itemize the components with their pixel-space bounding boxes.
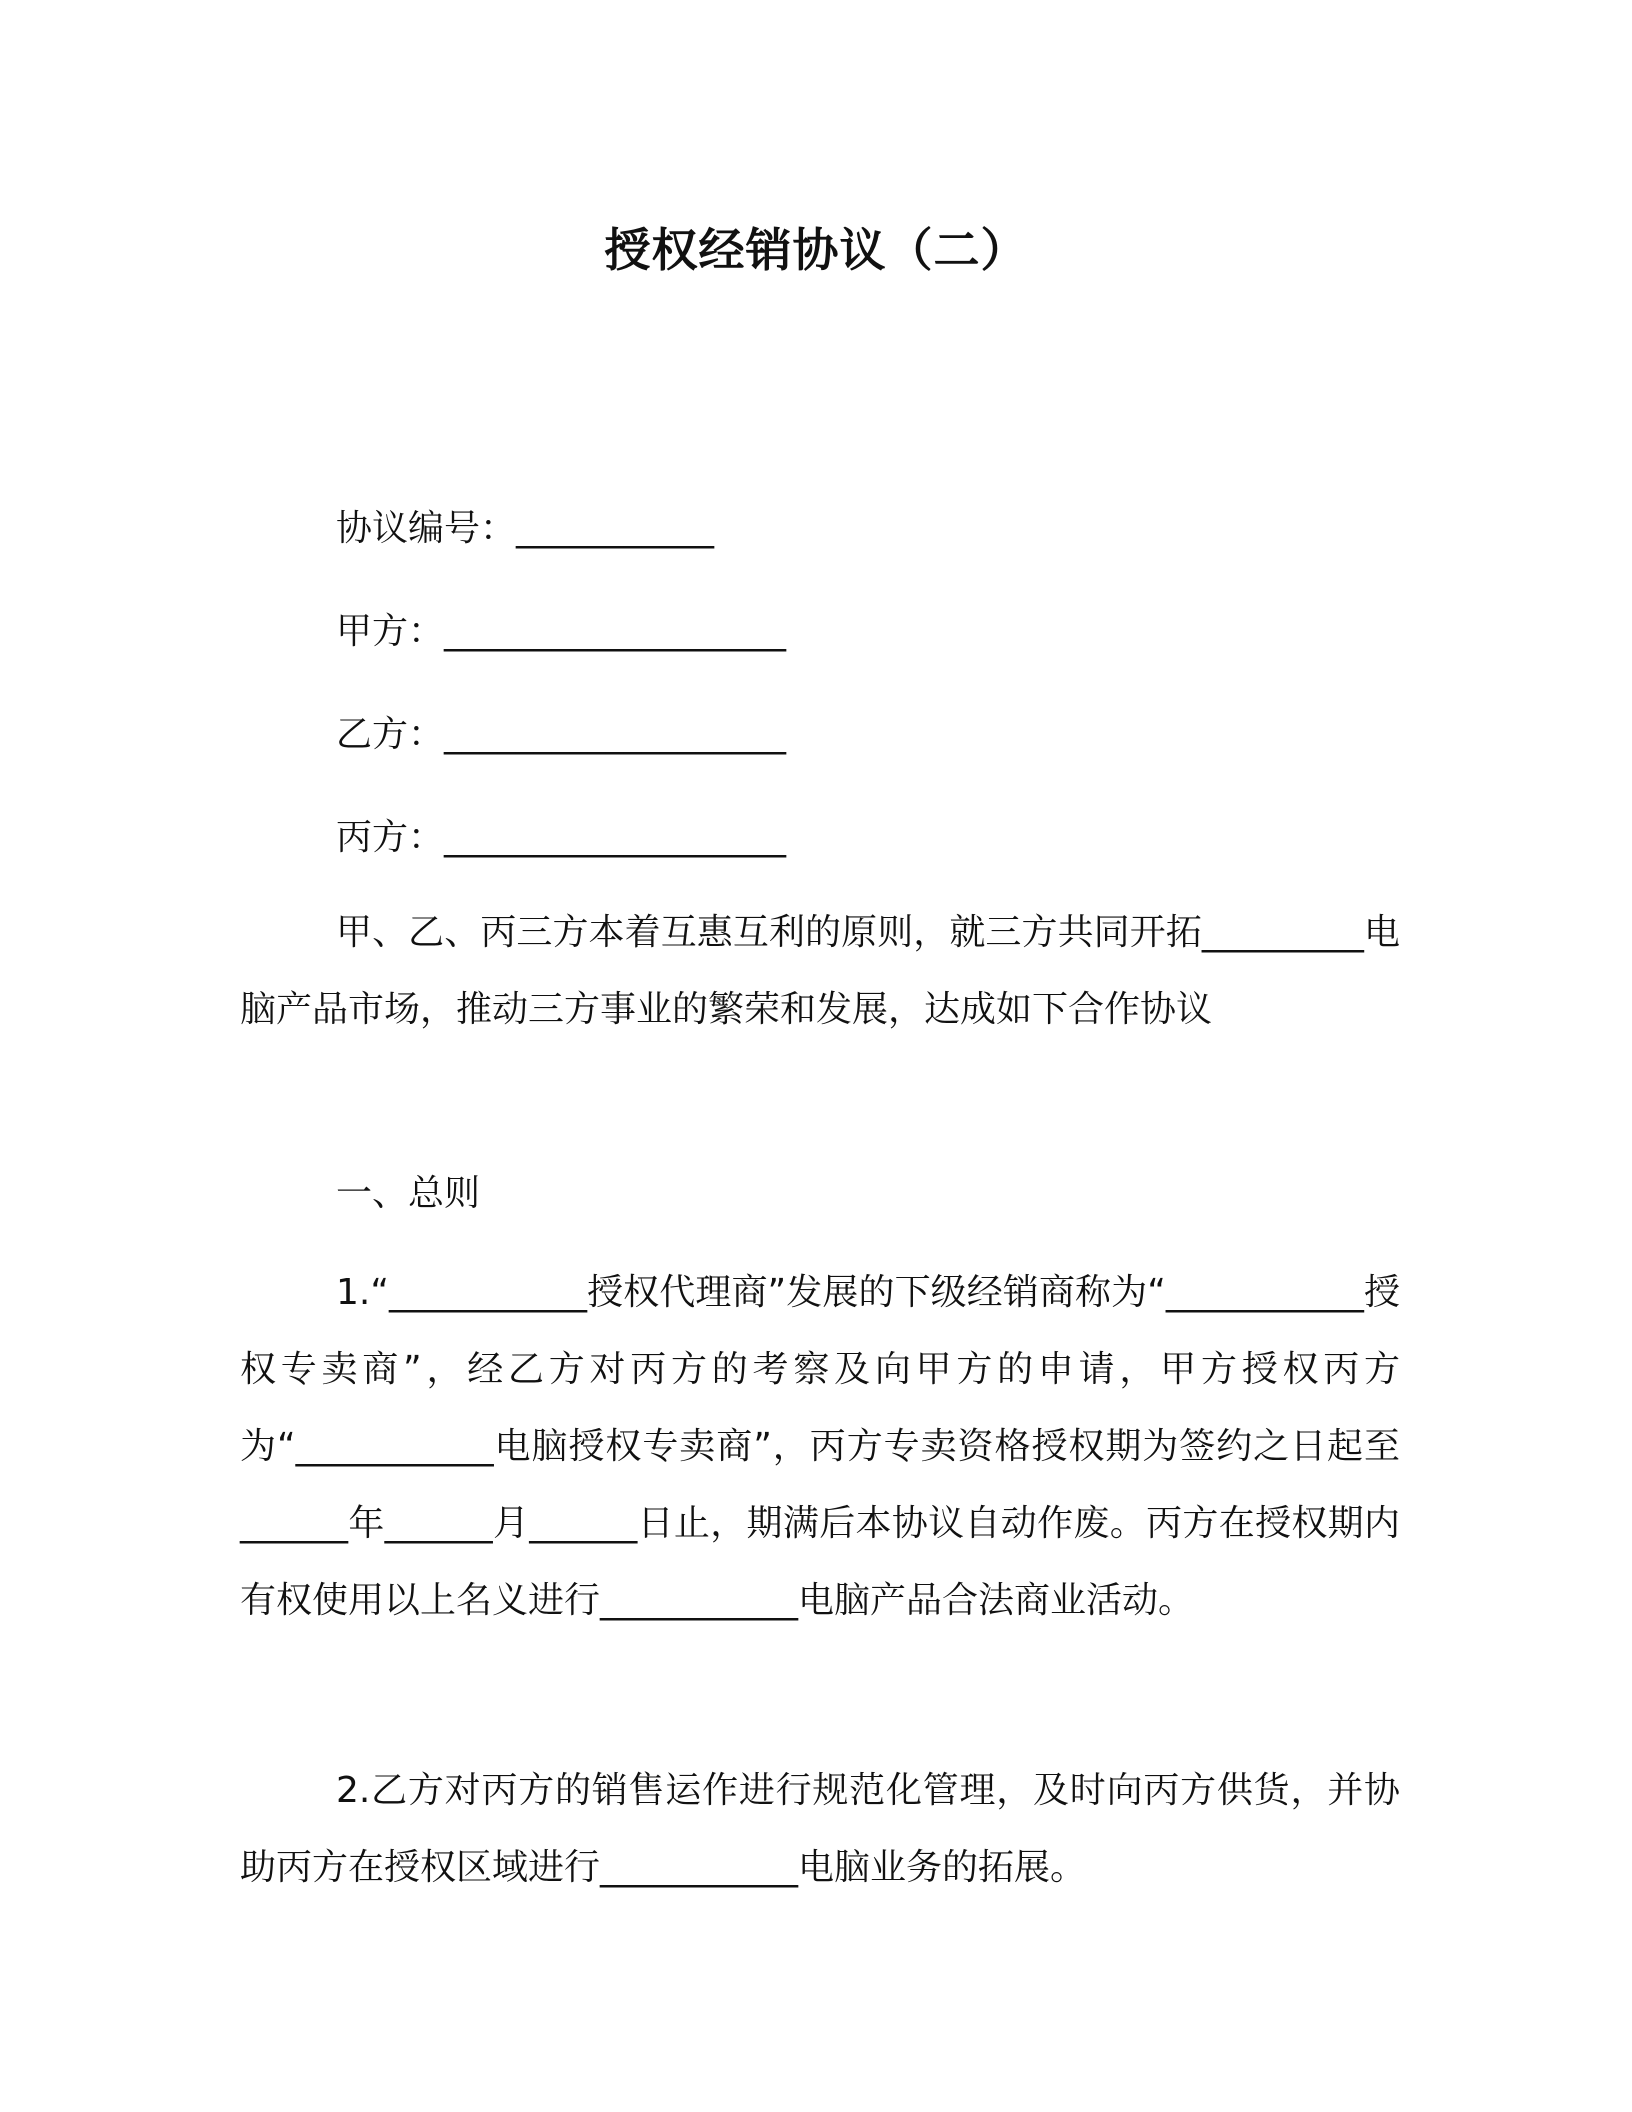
- intro-paragraph: 甲、乙、丙三方本着互惠互利的原则，就三方共同开拓_________电脑产品市场，推动三方事业的繁荣和发展，达成如下合作协议: [240, 912, 1400, 1030]
- party-a-field: 甲方：___________________: [336, 611, 787, 652]
- party-c-field: 丙方：___________________: [336, 817, 787, 858]
- agreement-number-field: 协议编号：___________: [336, 508, 715, 549]
- clause-1-paragraph: 1.“___________授权代理商”发展的下级经销商称为“___________授权专卖商”，经乙方对丙方的考察及向甲方的申请，甲方授权丙方为“___________电脑授权专卖商”，丙方专卖资格授权期为签约之日起至______年______月______日止，期满后本协议自动作废。丙方在授权期内有权使用以上名义进行___________电脑产品合法商业活动。: [240, 1272, 1400, 1621]
- clause-2-paragraph: 2.乙方对丙方的销售运作进行规范化管理，及时向丙方供货，并协助丙方在授权区域进行___________电脑业务的拓展。: [240, 1770, 1400, 1888]
- section-heading-general: 一、总则: [336, 1173, 481, 1214]
- party-b-field: 乙方：___________________: [336, 714, 787, 755]
- document-title: 授权经销协议（二）: [604, 223, 1028, 277]
